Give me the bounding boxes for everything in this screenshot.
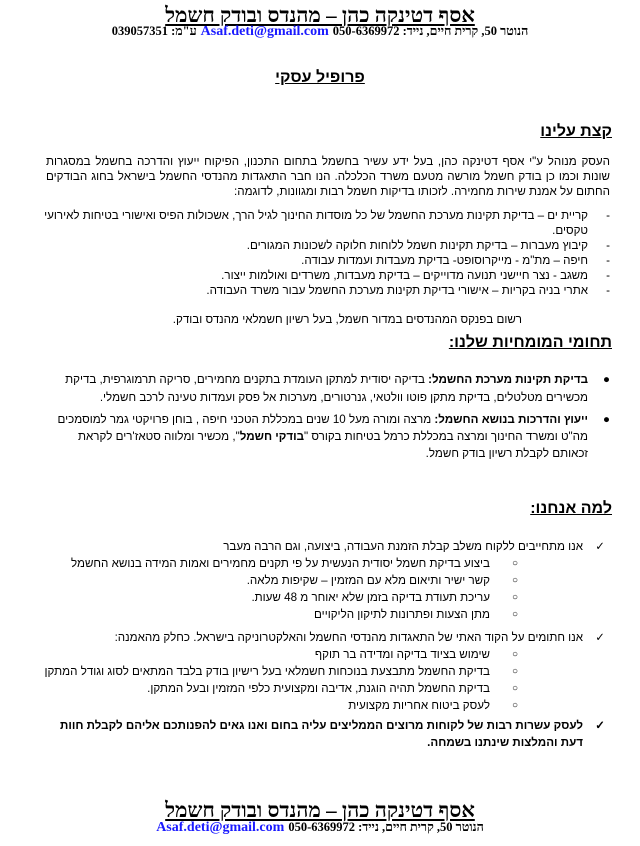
business-id-label: ע"מ:: [167, 24, 197, 38]
phone: 050-6369972: [332, 24, 400, 38]
sub-list-item: ○ קשר ישיר ותיאום מלא עם המזמין – שקיפות מלאה.: [246, 574, 518, 587]
about-paragraph: העסק מנוהל ע"י אסף דטינקה כהן, בעל ידע עשיר בחשמל בתחום התכנון, הפיקוח ייעוץ והדרכה בחשמל במסגרות שונות וכמו כן בודק חשמל מורשה מטעם משרד הכלכלה. הנו חבר התאגדות מהנדסי החשמל בישראל בחוג הבודקים החתום על אמנת שירות מחמירה. לזכותו בדיקות חשמל רבות ומגוונות, לדוגמה:: [46, 155, 610, 198]
list-item: ✓ לעסק עשרות רבות של לקוחות מרוצים הממליצים עליה בחום ואנו גאים להפנותכם אליהם לקבלת חוות דעת והמלצות שינתנו בשמחה.: [60, 719, 605, 749]
expertise-heading: תחומי המומחיות שלנו:: [448, 334, 612, 351]
circle-icon: ○: [511, 609, 518, 620]
list-item: ✓ אנו חתומים על הקוד האתי של התאגדות מהנדסי החשמל והאלקטרוניקה בישראל. כחלק מהאמנה: ○ שימוש בציוד בדיקה ומדידה בר תוקף ○ בדיקת החשמל מתבצעת בנוכחות חשמלאי בעל רישיון בודק בלבד המתאים לסוג וגודל המתקן ○ בדיקת החשמל תהיה הוגנת, אדיבה ומקצועית כלפי המזמין ובעל המתקן. ○ לעסק ביטוח אחריות מקצועית: [44, 631, 605, 712]
list-item: - קריית ים – בדיקת תקינות מערכת החשמל של כל מוסדות החינוך לגיל הרך, אשכולות הפיס ואישורי בטיחות לאירועי טקסים.: [44, 209, 610, 237]
list-item: ● ייעוץ והדרכות בנושא החשמל: מרצה ומורה מעל 10 שנים במכללת הטכני חיפה , בוחן פרויקטי גמר למוסמכים מה"ט ומשרד החינוך ומרצה במכללת כרמל בטיחות בקורס "בודקי חשמל", מכשיר ומלווה סטאז'רים לקראת זכאותם לקבלת רשיון בודק חשמל.: [57, 413, 610, 460]
footer-title: אסף דטינקה כהן – מהנדס ובודק חשמל: [165, 798, 475, 822]
circle-icon: ○: [511, 649, 518, 660]
circle-icon: ○: [511, 666, 518, 677]
dash-icon: -: [606, 239, 610, 252]
circle-icon: ○: [511, 592, 518, 603]
dash-icon: -: [606, 254, 610, 267]
list-item: - קיבוץ מעברות – בדיקת תקינות חשמל ללוחות חלוקה לשכונות המגורים.: [246, 239, 610, 252]
sub-list-item: ○ שימוש בציוד בדיקה ומדידה בר תוקף: [314, 648, 518, 661]
dash-icon: -: [606, 209, 610, 222]
expertise-list: [48, 371, 610, 462]
circle-icon: ○: [511, 558, 518, 569]
sub-list-item: ○ עריכת תעודת בדיקה בזמן שלא יאוחר מ 48 שעות.: [251, 591, 518, 604]
sub-list-item: ○ בדיקת החשמל תהיה הוגנת, אדיבה ומקצועית כלפי המזמין ובעל המתקן.: [147, 682, 518, 695]
bullet-icon: ●: [602, 413, 610, 426]
sub-list-item: ○ מתן הצעות ופתרונות לתיקון הליקויים: [314, 608, 518, 621]
circle-icon: ○: [511, 700, 518, 711]
sub-list-item: ○ בדיקת החשמל מתבצעת בנוכחות חשמלאי בעל רישיון בודק בלבד המתאים לסוג וגודל המתקן: [44, 665, 518, 678]
bullet-icon: ●: [602, 373, 610, 386]
business-id: 039057351: [111, 24, 168, 38]
header-contact: [0, 24, 640, 40]
header-title: אסף דטינקה כהן – מהנדס ובודק חשמל: [165, 3, 475, 27]
email-link[interactable]: Asaf.deti@gmail.com: [200, 24, 329, 39]
page-title: פרופיל עסקי: [275, 69, 365, 86]
registered-note: רשום בפנקס המהנדסים במדור חשמל, בעל רשיון חשמלאי מהנדס ובודק.: [172, 313, 522, 326]
dash-icon: -: [606, 269, 610, 282]
examples-list: [43, 208, 610, 298]
footer-contact: [0, 820, 640, 836]
address: הנוטר 50, קרית חיים, נייד:: [354, 820, 484, 834]
email-link[interactable]: Asaf.deti@gmail.com: [156, 820, 285, 835]
why-us-heading: למה אנחנו:: [530, 500, 612, 517]
list-item: ✓ אנו מתחייבים ללקוח משלב קבלת הזמנת העבודה, ביצועה, וגם הרבה מעבר ○ ביצוע בדיקת חשמל יסודית הנעשית על פי תקנים מחמירים ואמות המידה בנושא החשמל ○ קשר ישיר ותיאום מלא עם המזמין – שקיפות מלאה. ○ עריכת תעודת בדיקה בזמן שלא יאוחר מ 48 שעות. ○ מתן הצעות ופתרונות לתיקון הליקויים: [43, 538, 583, 623]
circle-icon: ○: [511, 575, 518, 586]
address: הנוטר 50, קרית חיים, נייד:: [399, 24, 529, 38]
sub-list-item: ○ לעסק ביטוח אחריות מקצועית: [348, 699, 518, 712]
dash-icon: -: [606, 284, 610, 297]
checkmark-icon: ✓: [595, 719, 605, 732]
why-us-list: [43, 538, 605, 751]
about-heading: קצת עלינו: [540, 123, 612, 140]
list-item: - אתרי בניה בקריות – אישורי בדיקת תקינות מערכת החשמל עבור משרד העבודה.: [206, 284, 610, 297]
sub-list-item: ○ ביצוע בדיקת חשמל יסודית הנעשית על פי תקנים מחמירים ואמות המידה בנושא החשמל: [70, 557, 518, 570]
list-item: - משגב - נצר חיישני תנועה מדוייקים – בדיקת מעבדות, משרדים ואולמות ייצור.: [221, 269, 610, 282]
list-item: - חיפה – מת"מ - מייקרוסופט- בדיקת מעבדות ועמדות עבודה.: [301, 254, 610, 267]
checkmark-icon: ✓: [595, 631, 605, 644]
circle-icon: ○: [511, 683, 518, 694]
phone: 050-6369972: [288, 820, 355, 834]
checkmark-icon: ✓: [595, 540, 605, 553]
list-item: ● בדיקת תקינות מערכת החשמל: בדיקה יסודית למתקן העומדת בתקנים מחמירים, סריקה תרמוגרפית, בדיקת מכשירים מטלטלים, בדיקת מתקן פוטו וולטאי, גנרטורים, מערכות אל פסק ועמדות טעינה לרכב חשמלי.: [65, 373, 610, 404]
